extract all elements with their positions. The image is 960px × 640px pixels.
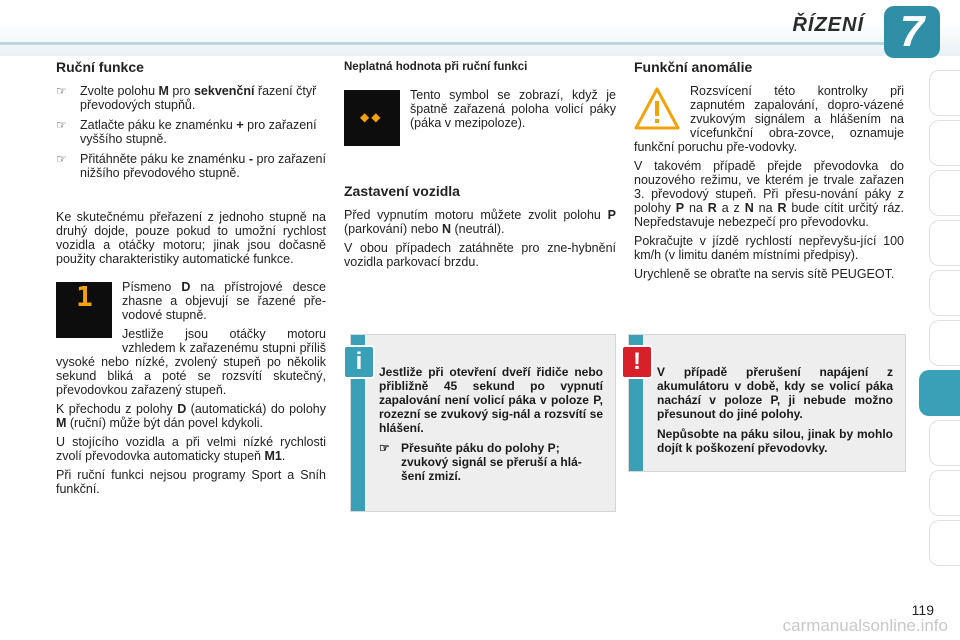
pointing-hand-icon: ☞	[56, 152, 67, 166]
paragraph: Ke skutečnému přeřazení z jednoho stupně na druhý dojde, pouze pokud to umožní rychlost vozidla a otáčky motoru; jinak jsou dočasně použity charakteristiky automatické funkce.	[56, 210, 326, 266]
list-item	[56, 84, 326, 112]
text: bude cítit určitý ráz. Nepředstavuje nebezpečí pro převodovku.	[634, 201, 904, 229]
warning-box	[628, 334, 906, 472]
text: pro zařazení vyššího stupně.	[80, 118, 317, 146]
pointing-hand-icon: ☞	[379, 441, 390, 455]
exclamation-icon: !	[621, 345, 653, 379]
chapter-tab[interactable]	[929, 470, 960, 516]
text-bold: P	[607, 208, 616, 222]
bullet-list	[56, 84, 326, 180]
chapter-tab[interactable]	[929, 320, 960, 366]
paragraph	[56, 402, 326, 430]
double-arrow-icon: ◆◆	[360, 110, 383, 124]
text: na přístrojové desce zhasne a objevují se řazené pře-vodové stupně.	[122, 280, 326, 322]
list-item	[379, 441, 603, 483]
column-manual-function	[56, 60, 326, 501]
text-bold: D	[177, 402, 187, 416]
text-bold: +	[236, 118, 244, 132]
text: Přitáhněte páku ke znaménku	[80, 152, 249, 166]
text: řazení čtyř převodových stupňů.	[80, 84, 317, 112]
text-bold: M	[158, 84, 169, 98]
chapter-tab[interactable]	[929, 220, 960, 266]
indicator-block	[56, 280, 326, 397]
text-bold: M	[56, 416, 67, 430]
chapter-tab[interactable]	[929, 170, 960, 216]
text: na	[753, 201, 778, 215]
text: .	[281, 449, 286, 463]
chapter-tab[interactable]	[929, 120, 960, 166]
text: Zatlačte páku ke znaménku	[80, 118, 237, 132]
section-title: Funkční anomálie	[634, 59, 753, 75]
chapter-title: ŘÍZENÍ	[792, 14, 864, 36]
text-bold: M1	[264, 449, 282, 463]
text-bold: N	[744, 201, 754, 215]
info-icon: i	[343, 345, 375, 379]
chapter-tab[interactable]	[929, 270, 960, 316]
list-item	[56, 118, 326, 146]
chapter-tab[interactable]	[929, 520, 960, 566]
text-bold: P	[675, 201, 685, 215]
text: Před vypnutím motoru můžete zvolit polohu	[344, 208, 608, 222]
paragraph	[634, 159, 904, 229]
paragraph	[344, 208, 616, 236]
paragraph: Při ruční funkci nejsou programy Sport a Sníh funkční.	[56, 468, 326, 496]
text-bold: D	[181, 280, 191, 294]
text: (automatická) do polohy	[186, 402, 326, 416]
paragraph: V obou případech zatáhněte pro zne-hybnění vozidla parkovací brzdu.	[344, 241, 616, 269]
paragraph: Urychleně se obraťte na servis sítě PEUGEOT.	[634, 267, 895, 281]
chapter-tab[interactable]	[929, 420, 960, 466]
paragraph: Jestliže jsou otáčky motoru vzhledem k zařazenému stupni příliš vysoké nebo nízké, zvolený stupeň po několik sekund bliká a poté se rozsvítí skutečný, převodovkou zařazený stupeň.	[56, 327, 326, 397]
watermark: carmanualsonline.info	[782, 616, 948, 635]
column-malfunction	[634, 60, 904, 286]
text: a z	[716, 201, 745, 215]
text: pro zařazení nižšího převodového stupně.	[80, 152, 326, 180]
section-title: Zastavení vozidla	[344, 183, 460, 199]
notice-text: V případě přerušení napájení z akumulátoru v době, kdy se volicí páka nachází v poloze P, ji nebude možno přesunout do jiné polohy.	[657, 365, 893, 421]
text-bold: R	[777, 201, 787, 215]
notice-text: Přesuňte páku do polohy P; zvukový signál se přeruší a hlá-šení zmizí.	[401, 441, 582, 483]
chapter-number-badge: 7	[884, 6, 940, 58]
text-bold: -	[248, 152, 254, 166]
text-bold: sekvenční	[193, 84, 255, 98]
pointing-hand-icon: ☞	[56, 84, 67, 98]
notice-text: Jestliže při otevření dveří řidiče nebo přibližně 45 sekund po vypnutí zapalování není volicí páka v poloze P, rozezní se zvukový sig-nál a rozsvítí se hlášení.	[379, 365, 603, 435]
gear-digit-icon: 1	[76, 280, 93, 313]
chapter-tabs	[926, 70, 960, 630]
warning-triangle-icon	[634, 86, 680, 132]
text-bold: N	[441, 222, 452, 236]
text: U stojícího vozidla a při velmi nízké rychlosti zvolí převodovka automaticky stupeň	[56, 435, 326, 463]
column-invalid-value	[344, 60, 616, 274]
paragraph	[56, 435, 326, 463]
text: (ruční) může být dán povel kdykoli.	[66, 416, 264, 430]
paragraph: Rozsvícení této kontrolky při zapnutém zapalování, dopro-vázené zvukovým signálem a hlášením na vícefunkční obra-zovce, oznamuje funkční poruchu pře-vodovky.	[634, 84, 904, 154]
text: na	[684, 201, 708, 215]
paragraph: Tento symbol se zobrazí, když je špatně zařazená poloha volicí páky (páka v mezipoloze).	[410, 88, 616, 130]
warning-box-content	[657, 365, 893, 461]
list-item	[56, 152, 326, 180]
section-subtitle: Neplatná hodnota při ruční funkci	[344, 61, 528, 73]
text: (parkování) nebo	[344, 222, 442, 236]
info-box	[350, 334, 616, 512]
chapter-tab[interactable]	[929, 70, 960, 116]
header-rule	[0, 42, 905, 45]
invalid-position-indicator-icon	[344, 90, 400, 146]
paragraph: Pokračujte v jízdě rychlostí nepřevyšu-jící 100 km/h (v limitu daném místními předpisy).	[634, 234, 904, 262]
text: V takovém případě přejde převodovka do nouzového režimu, ve kterém je trvale zařazen 3. převodový stupeň. Při přesu-nování páky z polohy	[634, 159, 904, 215]
info-box-content	[379, 365, 603, 483]
gear-indicator-icon	[56, 282, 112, 338]
page-number: 119	[911, 602, 934, 618]
section-title: Ruční funkce	[56, 59, 144, 75]
pointing-hand-icon: ☞	[56, 118, 67, 132]
notice-text: Nepůsobte na páku silou, jinak by mohlo dojít k poškození převodovky.	[657, 427, 893, 455]
symbol-block	[344, 88, 616, 150]
text: pro	[168, 84, 194, 98]
text: Písmeno	[122, 280, 182, 294]
chapter-tab-active[interactable]	[919, 370, 960, 416]
text: (neutrál).	[451, 222, 505, 236]
text-bold: R	[707, 201, 717, 215]
text: K přechodu z polohy	[56, 402, 178, 416]
text: Zvolte polohu	[80, 84, 159, 98]
